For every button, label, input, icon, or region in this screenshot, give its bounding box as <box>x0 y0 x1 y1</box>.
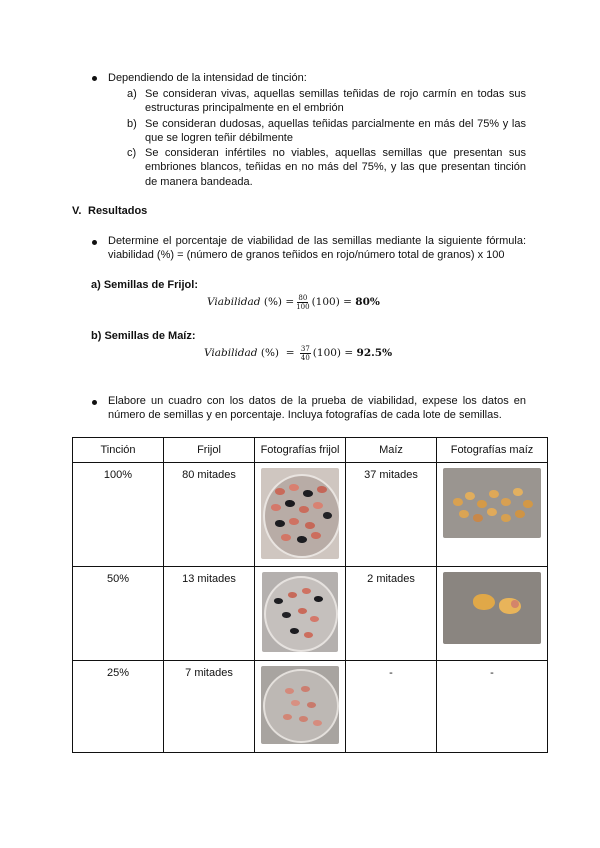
seed-image <box>317 486 327 493</box>
frijol-formula <box>207 293 380 311</box>
item-b-line1: Se consideran dudosas, aquellas teñidas parcialmente en más del 75% y las <box>145 118 526 130</box>
seed-image <box>513 488 523 496</box>
seed-image <box>281 534 291 541</box>
seed-image <box>511 600 519 608</box>
maiz-value: 2 mitades <box>367 573 415 585</box>
instruction-formula-line2: viabilidad (%) = (número de granos teñidos en rojo/número total de granos) x 100 <box>108 249 505 261</box>
seed-image <box>459 510 469 518</box>
frijol-value: 7 mitades <box>185 667 233 679</box>
frijol-value: 13 mitades <box>182 573 236 585</box>
item-a-marker: a) <box>127 88 137 100</box>
seed-image <box>323 512 332 519</box>
cell-tincion <box>73 661 164 753</box>
seed-image <box>489 490 499 498</box>
cell-maiz <box>346 661 437 753</box>
maiz-value: 37 mitades <box>364 469 418 481</box>
petri-dish-image <box>264 576 338 652</box>
intro-lead: Dependiendo de la intensidad de tinción: <box>108 72 307 84</box>
seed-image <box>473 594 495 610</box>
seed-image <box>311 532 321 539</box>
petri-dish-image <box>263 669 339 743</box>
header-tincion: Tinción <box>73 438 164 463</box>
item-b-marker: b) <box>127 118 137 130</box>
cell-maiz <box>346 567 437 661</box>
cell-foto-frijol <box>255 567 346 661</box>
maiz-mult: (100) <box>312 347 342 359</box>
cell-tincion <box>73 567 164 661</box>
seed-image <box>305 522 315 529</box>
frijol-mult: (100) <box>311 296 340 308</box>
table-header-row <box>73 438 548 463</box>
seed-image <box>283 714 292 720</box>
cell-foto-frijol <box>255 463 346 567</box>
frijol-photo <box>261 468 339 559</box>
header-fotos-frijol: Fotografías frijol <box>255 438 346 463</box>
frijol-value: 80 mitades <box>182 469 236 481</box>
maiz-fraction <box>300 345 311 362</box>
maiz-pct: (%) <box>260 347 280 359</box>
cell-foto-maiz <box>437 567 548 661</box>
results-table <box>72 437 548 753</box>
instruction-table-line2: número de semillas y en porcentaje. Incluya fotografías de cada lote de semillas. <box>108 409 502 421</box>
maiz-result: 92.5% <box>356 347 393 359</box>
cell-frijol <box>164 661 255 753</box>
seed-image <box>313 720 322 726</box>
table-row <box>73 661 548 753</box>
item-c-line3: de manera bandeada. <box>145 176 253 188</box>
header-fotos-maiz: Fotografías maíz <box>437 438 548 463</box>
seed-image <box>301 686 310 692</box>
seed-image <box>465 492 475 500</box>
seed-image <box>314 596 323 602</box>
frijol-eq: = <box>285 296 295 308</box>
seed-image <box>453 498 463 506</box>
frijol-eq2: = <box>343 296 352 308</box>
seed-image <box>501 514 511 522</box>
seed-image <box>288 592 297 598</box>
seed-image <box>271 504 281 511</box>
frijol-heading: a) Semillas de Frijol: <box>91 279 198 291</box>
table-row <box>73 567 548 661</box>
foto-maiz-value: - <box>490 667 494 679</box>
cell-frijol <box>164 463 255 567</box>
seed-image <box>299 506 309 513</box>
seed-image <box>282 612 291 618</box>
tincion-value: 100% <box>103 469 133 481</box>
maiz-heading: b) Semillas de Maíz: <box>91 330 196 342</box>
bullet-icon <box>92 400 97 405</box>
seed-image <box>275 488 285 495</box>
seed-image <box>477 500 487 508</box>
cell-foto-frijol <box>255 661 346 753</box>
seed-image <box>297 536 307 543</box>
seed-image <box>473 514 483 522</box>
maiz-eq: = <box>285 347 295 359</box>
seed-image <box>289 484 299 491</box>
frijol-lhs: Viabilidad <box>207 296 261 308</box>
cell-tincion <box>73 463 164 567</box>
seed-image <box>523 500 533 508</box>
maiz-photo <box>443 572 541 644</box>
cell-maiz <box>346 463 437 567</box>
seed-image <box>313 502 323 509</box>
instruction-formula-line1: Determine el porcentaje de viabilidad de las semillas mediante la siguiente fórmula: <box>108 235 526 247</box>
seed-image <box>303 490 313 497</box>
seed-image <box>274 598 283 604</box>
maiz-lhs: Viabilidad <box>204 347 258 359</box>
seed-image <box>304 632 313 638</box>
frijol-pct: (%) <box>263 296 283 308</box>
frijol-photo <box>262 572 338 652</box>
item-c-line2: embriones blancos, teñidas en no más del 75%, y las que presentan tinción <box>145 161 526 173</box>
item-a-line2: estructuras principalmente en el embrión <box>145 102 344 114</box>
maiz-value: - <box>389 667 393 679</box>
item-c-line1: Se consideran infértiles no viables, aquellas semillas que presentan sus <box>145 147 526 159</box>
frijol-fraction <box>296 294 309 311</box>
bullet-icon <box>92 76 97 81</box>
frijol-result: 80% <box>355 296 380 308</box>
maiz-den: 40 <box>300 353 310 362</box>
tincion-value: 50% <box>106 573 130 585</box>
seed-image <box>291 700 300 706</box>
seed-image <box>501 498 511 506</box>
section-title: Resultados <box>88 205 148 217</box>
bullet-icon <box>92 240 97 245</box>
table-row <box>73 463 548 567</box>
header-frijol: Frijol <box>164 438 255 463</box>
frijol-den: 100 <box>296 302 310 311</box>
seed-image <box>290 628 299 634</box>
seed-image <box>302 588 311 594</box>
seed-image <box>285 500 295 507</box>
seed-image <box>299 716 308 722</box>
seed-image <box>298 608 307 614</box>
tincion-value: 25% <box>106 667 130 679</box>
seed-image <box>275 520 285 527</box>
seed-image <box>289 518 299 525</box>
maiz-photo <box>443 468 541 538</box>
maiz-eq2: = <box>344 347 354 359</box>
cell-frijol <box>164 567 255 661</box>
header-maiz: Maíz <box>346 438 437 463</box>
instruction-table-line1: Elabore un cuadro con los datos de la prueba de viabilidad, expese los datos en <box>108 395 526 407</box>
seed-image <box>487 508 497 516</box>
section-number: V. <box>72 205 82 217</box>
item-a-line1: Se consideran vivas, aquellas semillas teñidas de rojo carmín en todas sus <box>145 88 526 100</box>
seed-image <box>515 510 525 518</box>
frijol-photo <box>261 666 339 744</box>
item-c-marker: c) <box>127 147 137 159</box>
seed-image <box>310 616 319 622</box>
maiz-num: 37 <box>300 344 310 353</box>
maiz-formula <box>204 344 392 362</box>
seed-image <box>285 688 294 694</box>
cell-foto-maiz <box>437 463 548 567</box>
item-b-line2: que se logren teñir débilmente <box>145 132 293 144</box>
cell-foto-maiz <box>437 661 548 753</box>
frijol-num: 80 <box>298 293 308 302</box>
seed-image <box>307 702 316 708</box>
